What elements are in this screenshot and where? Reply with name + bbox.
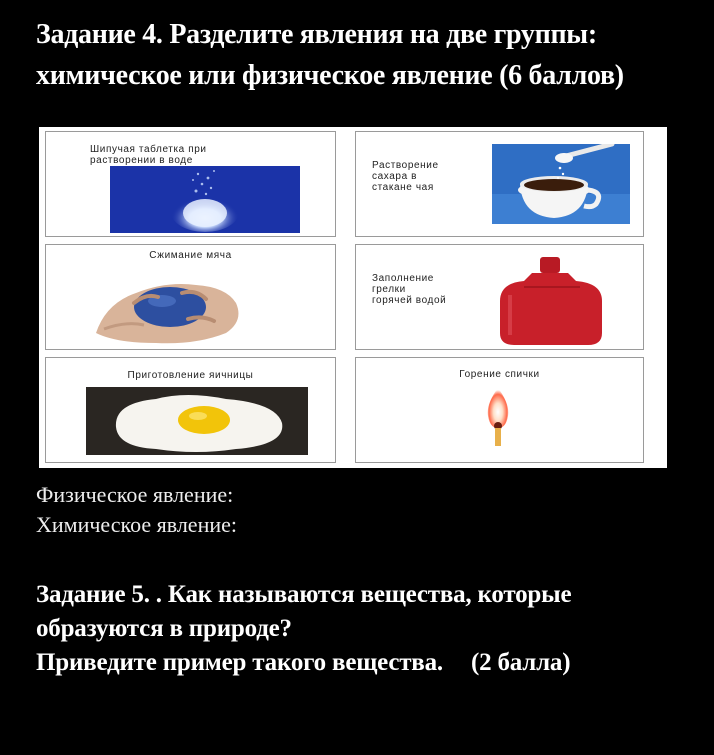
fizzy-tablet-image — [110, 166, 300, 233]
burning-match-card — [355, 357, 644, 463]
tablet-card — [45, 131, 336, 237]
sugar-caption: Растворение сахара в стакане чая — [372, 160, 439, 193]
tablet-caption: Шипучая таблетка при растворении в воде — [90, 144, 207, 166]
chemical-phenomenon-label: Химическое явление: — [36, 512, 237, 537]
task5-line2: образуются в природе? — [36, 615, 292, 642]
task5-heading — [36, 578, 696, 680]
fried-egg-card — [45, 357, 336, 463]
hot-water-bottle-image — [496, 255, 608, 347]
task5-question-text: Приведите пример такого вещества. — [36, 649, 443, 676]
physical-phenomenon-label: Физическое явление: — [36, 482, 234, 507]
bottle-caption: Заполнение грелки горячей водой — [372, 273, 447, 306]
sugar-tea-card — [355, 131, 644, 237]
burning-match-image — [480, 386, 516, 448]
phenomena-image-grid — [39, 127, 667, 468]
ball-card — [45, 244, 336, 350]
egg-caption: Приготовление яичницы — [127, 370, 254, 381]
task4-line2: химическое или физическое явление (6 баллов) — [36, 60, 624, 91]
task4-line1: Задание 4. Разделите явления на две группы: — [36, 19, 597, 50]
answer-lines — [36, 480, 237, 540]
task5-line1: Задание 5. . Как называются вещества, которые — [36, 581, 572, 608]
task5-line3 — [36, 646, 696, 680]
match-caption: Горение спички — [459, 369, 540, 380]
task5-points: (2 балла) — [470, 649, 571, 676]
task4-heading — [36, 14, 696, 96]
ball-caption: Сжимание мяча — [149, 250, 232, 261]
squeezed-ball-image — [86, 263, 256, 347]
tea-cup-image — [492, 144, 630, 224]
fried-egg-image — [86, 387, 308, 455]
hot-water-bottle-card — [355, 244, 644, 350]
